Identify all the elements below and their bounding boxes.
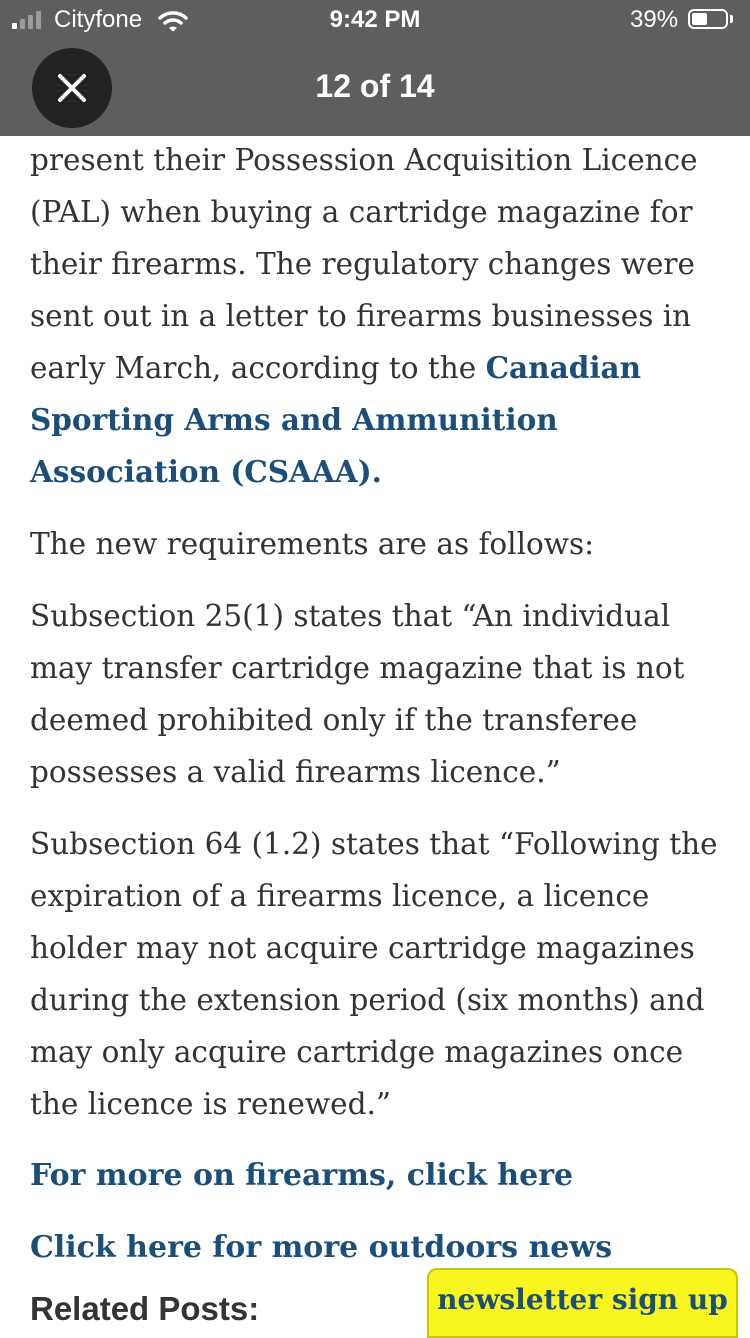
carrier-name: Cityfone — [54, 6, 143, 33]
related-posts-heading: Related Posts: — [30, 1290, 260, 1327]
intro-paragraph — [30, 134, 730, 498]
requirements-intro: The new requirements are as follows: — [30, 527, 595, 561]
newsletter-signup-button[interactable]: newsletter sign up — [427, 1268, 738, 1338]
csaaa-link[interactable]: Canadian Sporting Arms and Ammunition Association (CSAAA). — [30, 350, 642, 489]
battery-tip — [730, 15, 733, 23]
status-time: 9:42 PM — [329, 6, 421, 33]
battery-percent: 39% — [630, 6, 679, 33]
article-body — [30, 134, 730, 1294]
subsection-25-paragraph: Subsection 25(1) states that “An individual may transfer cartridge magazine that is not deemed prohibited only if the transferee possesses a valid firearms licence.” — [30, 599, 685, 789]
subsection-64-paragraph: Subsection 64 (1.2) states that “Following the expiration of a firearms licence, a licence holder may not acquire cartridge magazines during the extension period (six months) and may only acquire cartridge magazines once the licence is renewed.” — [30, 827, 718, 1121]
firearms-link-paragraph — [30, 1150, 730, 1202]
viewer-header — [0, 0, 750, 136]
battery-icon — [688, 9, 728, 29]
outdoors-link-paragraph — [30, 1222, 730, 1274]
page-counter: 12 of 14 — [315, 68, 435, 104]
firearms-link[interactable]: For more on firearms, click here — [30, 1158, 574, 1193]
outdoors-news-link[interactable]: Click here for more outdoors news — [30, 1230, 613, 1265]
intro-text: present their Possession Acquisition Licence (PAL) when buying a cartridge magazine for their firearms. The regulatory changes were sent out in a letter to firearms businesses in early March, according to the — [30, 143, 698, 385]
status-bar — [0, 0, 750, 42]
